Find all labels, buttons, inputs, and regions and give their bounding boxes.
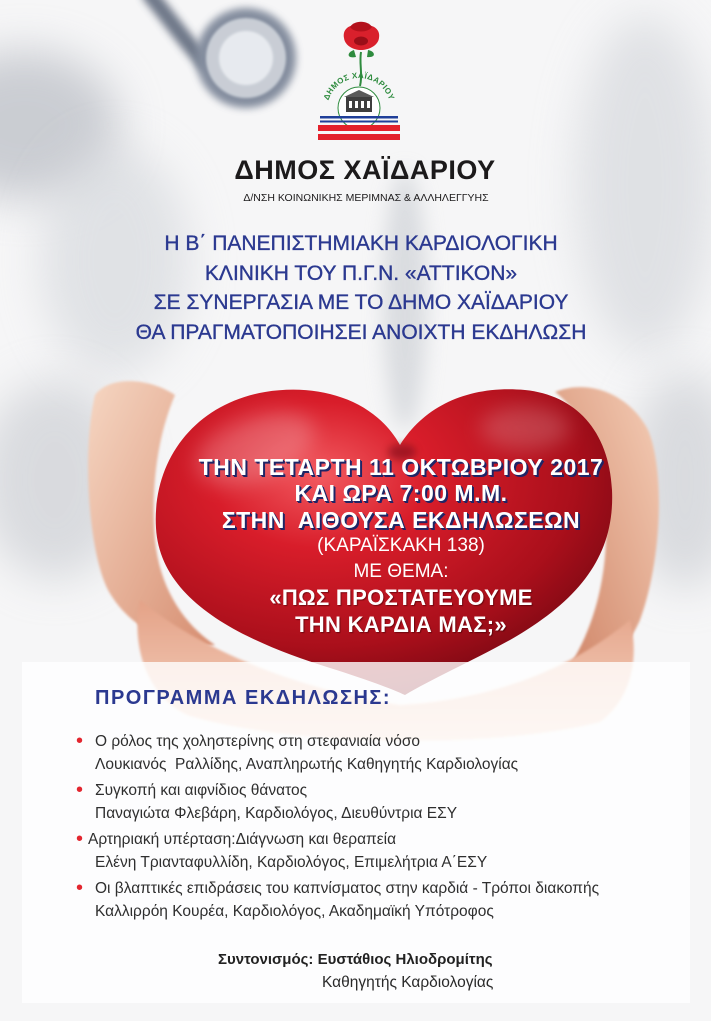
poppy-leaf-right [367,50,374,57]
bullet-icon: • [76,827,84,850]
program-heading: ΠΡΟΓΡΑΜΜΑ ΕΚΔΗΛΩΣΗΣ: [95,687,392,709]
logo-red-bar [318,125,400,131]
program-item-speaker: Καλλιρρόη Κουρέα, Καρδιολόγος, Ακαδημαϊκή Υπότροφος [95,902,494,920]
poppy-flower-icon [344,22,379,58]
program-item-speaker: Λουκιανός Ραλλίδης, Αναπληρωτής Καθηγητής Καρδιολογίας [95,755,519,773]
logo-red-bar [318,134,400,140]
program-item-topic: Οι βλαπτικές επιδράσεις του καπνίσματος στην καρδιά - Τρόποι διακοπής [95,879,600,897]
stethoscope-diaphragm [219,31,273,85]
program-item-topic: Συγκοπή και αιφνίδιος θάνατος [95,781,308,799]
heart-highlight-right [480,406,570,450]
coordinator-line [218,949,493,971]
announcement-line: ΘΑ ΠΡΑΓΜΑΤΟΠΟΙΗΣΕΙ ΑΝΟΙΧΤΗ ΕΚΔΗΛΩΣΗ [135,321,587,345]
program-item-speaker: Παναγιώτα Φλεβάρη, Καρδιολόγος, Διευθύντρια ΕΣΥ [95,804,458,822]
program-item-topic: Ο ρόλος της χοληστερίνης στη στεφανιαία νόσο [95,732,421,750]
event-details [151,454,651,638]
announcement-line: Η Β΄ ΠΑΝΕΠΙΣΤΗΜΙΑΚΗ ΚΑΡΔΙΟΛΟΓΙΚΗ [164,232,558,255]
event-topic-label: ΜΕ ΘΕΜΑ: [353,561,449,583]
poppy-leaf-left [349,50,356,57]
department-subtitle: Δ/ΝΣΗ ΚΟΙΝΩΝΙΚΗΣ ΜΕΡΙΜΝΑΣ & ΑΛΛΗΛΕΓΓΥΗΣ [243,192,489,204]
announcement-line: ΚΛΙΝΙΚΗ ΤΟΥ Π.Γ.Ν. «ΑΤΤΙΚΟΝ» [204,261,518,285]
announcement [61,229,661,348]
event-topic-line: ΤΗΝ ΚΑΡΔΙΑ ΜΑΣ;» [295,611,507,637]
program-list [76,729,695,926]
coordinator-label: Συντονισμός: [218,951,314,968]
event-venue: ΣΤΗΝ ΑΙΘΟΥΣΑ ΕΚΔΗΛΩΣΕΩΝ [221,506,581,533]
program-item [76,729,695,776]
event-address: (ΚΑΡΑΪΣΚΑΚΗ 138) [317,534,485,556]
logo-blue-stripe [320,121,398,123]
coordinator-name: Ευστάθιος Ηλιοδρομίτης [317,951,493,968]
poppy-center [354,37,368,46]
program-item-speaker: Ελένη Τριανταφυλλίδη, Καρδιολόγος, Επιμελήτρια Α΄ΕΣΥ [95,853,488,871]
program-item-topic: Αρτηριακή υπέρταση:Διάγνωση και θεραπεία [88,830,397,848]
program-item [76,876,695,923]
logo-text: ΔΗΜΟΣ ΧΑΪΔΑΡΙΟΥ [321,70,397,102]
program-item [76,778,695,825]
announcement-line: ΣΕ ΣΥΝΕΡΓΑΣΙΑ ΜΕ ΤΟ ΔΗΜΟ ΧΑΪΔΑΡΙΟΥ [153,291,569,315]
bullet-icon: • [76,778,84,801]
event-time: ΚΑΙ ΩΡΑ 7:00 Μ.Μ. [294,480,508,507]
logo-blue-stripe [320,116,398,119]
program-item [76,827,695,874]
municipality-title: ΔΗΜΟΣ ΧΑΪΔΑΡΙΟΥ [234,155,496,185]
coordinator-title: Καθηγητής Καρδιολογίας [322,974,494,991]
poppy-stem [360,52,361,86]
event-date: ΤΗΝ ΤΕΤΑΡΤΗ 11 ΟΚΤΩΒΡΙΟΥ 2017 [198,454,604,480]
event-topic-line: «ΠΩΣ ΠΡΟΣΤΑΤΕΥΟΥΜΕ [269,585,533,611]
bullet-icon: • [76,876,84,899]
municipality-logo [312,20,408,144]
bullet-icon: • [76,729,84,752]
